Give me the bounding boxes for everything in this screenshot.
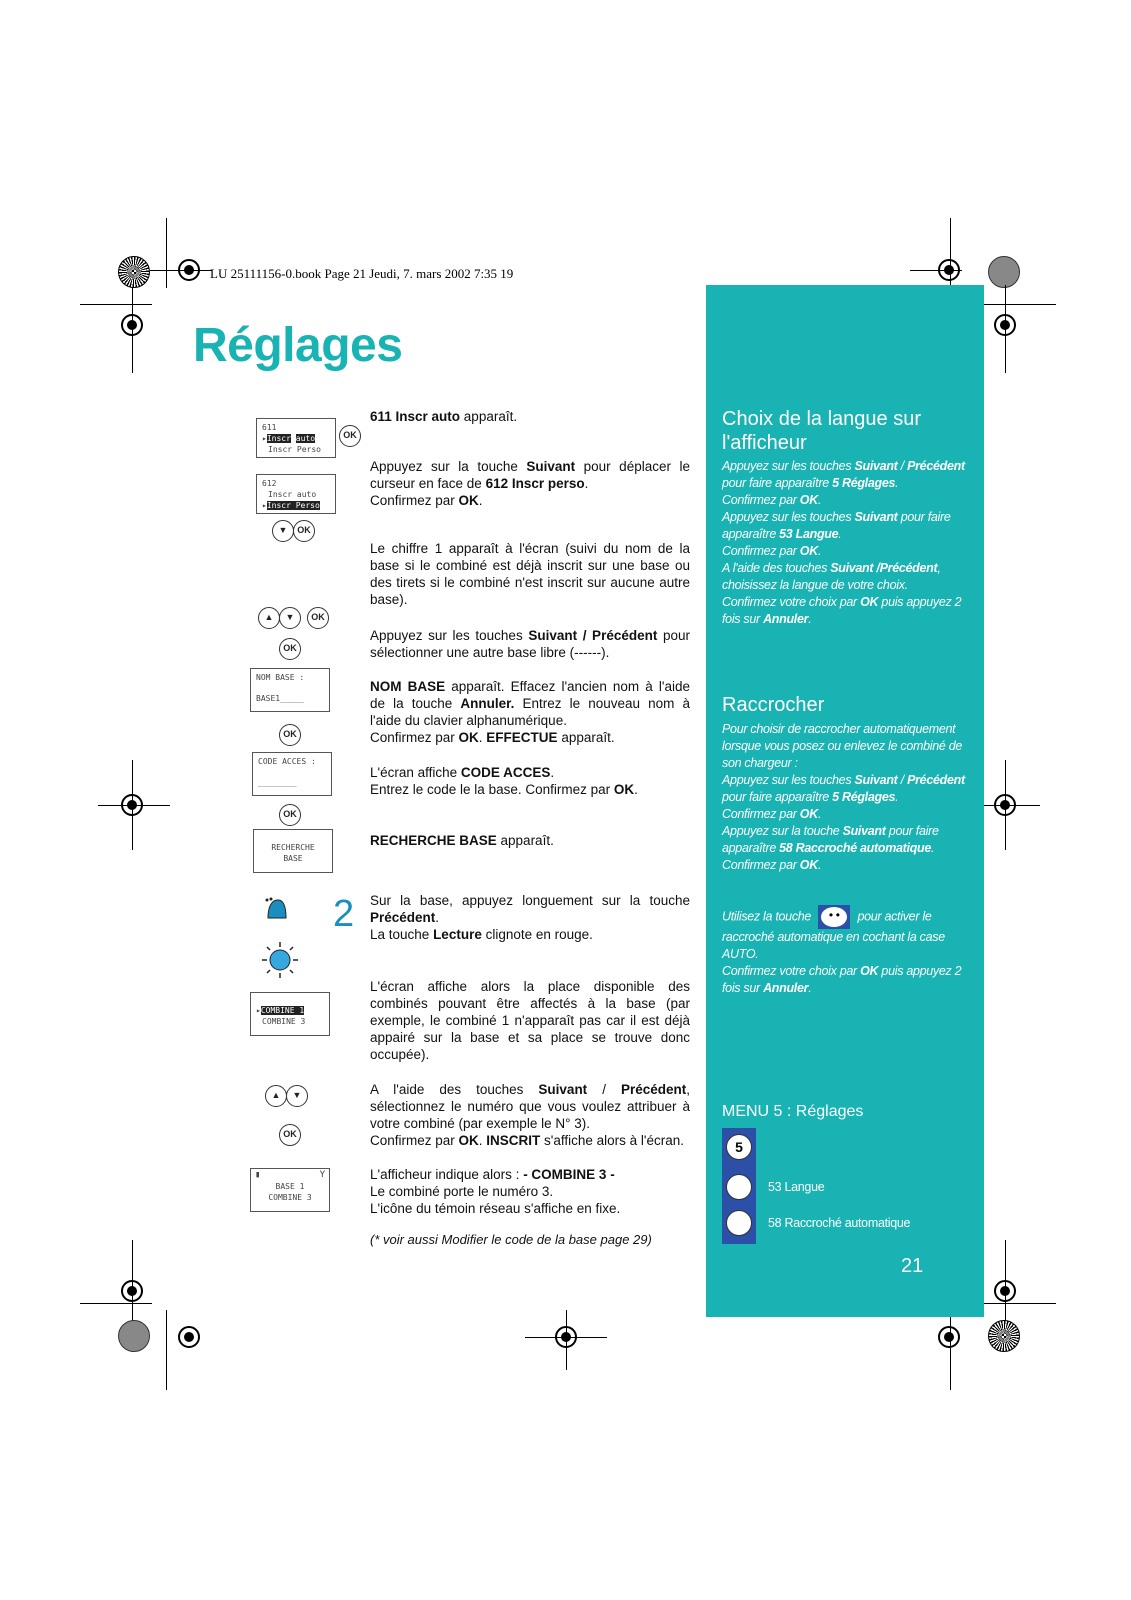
text: La touche	[370, 927, 434, 942]
text: Confirmez par	[722, 493, 800, 507]
text: L'afficheur indique alors :	[370, 1167, 524, 1182]
text: .	[817, 493, 822, 507]
crop-mark	[80, 304, 152, 305]
bold-text: OK	[799, 807, 818, 821]
menu-tree-bar	[722, 1128, 756, 1244]
bold-text: OK	[860, 964, 879, 978]
lcd-line: BASE 1	[275, 1182, 305, 1191]
lcd-line: BASE1_____	[256, 694, 305, 703]
crop-mark	[80, 1303, 152, 1304]
text: L'icône du témoin réseau s'affiche en fixe.	[370, 1201, 621, 1216]
grey-mark-icon	[118, 1320, 150, 1352]
bold-text: 611 Inscr auto	[370, 409, 461, 424]
text: .	[808, 612, 812, 626]
page-number: 21	[901, 1255, 924, 1277]
ok-key-icon: OK	[307, 607, 329, 629]
bold-text: Suivant	[854, 459, 898, 473]
bold-text: Annuler	[763, 981, 809, 995]
registration-mark-icon	[994, 1280, 1016, 1302]
bold-text: Précédent	[907, 773, 965, 787]
bold-text: NOM BASE	[370, 679, 446, 694]
step-number: 2	[333, 893, 355, 935]
step-text	[370, 408, 690, 425]
menu-node-icon	[726, 1174, 752, 1200]
text: Appuyez sur les touches	[370, 628, 529, 643]
text: , sélectionnez le numéro que vous voulez attribuer à votre combiné (par exemple le N° 3).	[370, 1082, 690, 1131]
text: pour déplacer le curseur en face de	[370, 459, 690, 491]
sidebar-heading-raccrocher: Raccrocher	[722, 694, 825, 716]
text: Confirmez par	[370, 493, 459, 508]
ok-key-icon: OK	[293, 520, 315, 542]
text: pour sélectionner une autre base libre (------).	[370, 628, 690, 660]
registration-mark-icon	[555, 1326, 577, 1348]
bold-text: Suivant	[842, 824, 886, 838]
bold-text: OK	[458, 730, 479, 745]
menu-number: 5	[726, 1134, 752, 1160]
text: Confirmez votre choix par	[722, 964, 861, 978]
registration-mark-icon	[178, 259, 200, 281]
step-text	[370, 627, 690, 661]
lcd-line: ________	[258, 778, 297, 787]
text: .	[550, 765, 555, 780]
bold-text: 58 Raccroché automatique	[779, 841, 932, 855]
registration-mark-icon	[994, 794, 1016, 816]
text: pour faire apparaître	[722, 510, 951, 541]
up-key-icon: ▲	[265, 1085, 287, 1107]
lcd-line: ▸Inscr Perso	[262, 501, 320, 510]
ok-key-icon: OK	[279, 804, 301, 826]
bold-text: 5 Réglages	[832, 790, 896, 804]
text: Appuyez sur les touches	[722, 459, 855, 473]
battery-icon: ▮	[255, 1170, 261, 1180]
lcd-line: Inscr Perso	[268, 445, 321, 454]
crop-mark	[166, 218, 167, 288]
lcd-line: ▸COMBINE 1	[256, 1006, 305, 1015]
text: Appuyez sur les touches	[722, 773, 855, 787]
lcd-line: 611	[262, 423, 277, 432]
softkey-icon: • •	[818, 905, 850, 929]
lcd-screen-nom-base	[250, 668, 330, 712]
lcd-screen-combine	[250, 992, 330, 1036]
text: Utilisez la touche	[722, 909, 812, 924]
text: .	[838, 527, 842, 541]
text: pour faire apparaître	[722, 824, 939, 855]
text: .	[634, 782, 638, 797]
ok-key-icon: OK	[279, 1124, 301, 1146]
up-key-icon: ▲	[258, 607, 280, 629]
registration-mark-icon	[121, 1280, 143, 1302]
down-key-icon: ▼	[286, 1085, 308, 1107]
step-text	[370, 892, 690, 943]
step-text	[370, 1166, 690, 1217]
text: .	[808, 981, 812, 995]
bold-text: Précédent	[370, 910, 436, 925]
down-key-icon: ▼	[279, 607, 301, 629]
text: .	[895, 476, 899, 490]
bold-text: 5 Réglages	[832, 476, 896, 490]
text: .	[478, 730, 487, 745]
lcd-highlight: auto	[295, 434, 316, 443]
base-precedent-key-icon	[262, 896, 290, 922]
bold-text: OK	[799, 544, 818, 558]
step-text: L'écran affiche alors la place disponible des combinés pouvant être affectés à la base (par exemple, le combiné 1 n'apparaît pas car il est déjà appairé sur la base et sa place se trouve donc occupée).	[370, 979, 690, 1062]
crop-mark	[166, 1310, 167, 1390]
lcd-screen-611	[256, 418, 336, 458]
sidebar-heading-langue	[722, 407, 921, 455]
crop-mark	[984, 304, 1056, 305]
text: .	[817, 858, 822, 872]
ok-key-icon: OK	[279, 638, 301, 660]
text: .	[478, 1133, 487, 1148]
bold-text: 53 Langue	[779, 527, 839, 541]
text: , choisissez la langue de votre choix.	[722, 561, 941, 592]
text: .	[931, 841, 935, 855]
sunburst-mark-icon	[118, 256, 150, 288]
bold-text: OK	[799, 493, 818, 507]
registration-mark-icon	[938, 1326, 960, 1348]
sunburst-mark-icon	[988, 1320, 1020, 1352]
bold-text: Précédent	[907, 459, 965, 473]
lcd-highlight: Inscr Perso	[266, 501, 320, 510]
text: Sur la base, appuyez longuement sur la touche	[370, 893, 690, 908]
step-text: Le chiffre 1 apparaît à l'écran (suivi du nom de la base si le combiné est déjà inscrit sur une base ou des tirets si le combiné n'est inscrit sur aucune autre base).	[370, 541, 690, 607]
lcd-line: COMBINE 3	[262, 1017, 306, 1026]
text: Appuyez sur les touches	[722, 510, 855, 524]
step-text	[370, 678, 690, 746]
lcd-screen-recherche	[253, 829, 333, 873]
menu-item-raccroche: 58 Raccroché automatique	[768, 1216, 911, 1230]
text: Confirmez par	[370, 1133, 459, 1148]
lcd-screen-code-acces	[252, 752, 332, 796]
bold-text: OK	[613, 782, 635, 797]
sidebar-panel	[706, 285, 984, 1317]
bold-text: Suivant / Précédent	[528, 628, 658, 643]
heading-line: Choix de la langue sur	[722, 408, 922, 430]
text: clignote en rouge.	[481, 927, 593, 942]
lecture-key-blinking-icon	[260, 940, 300, 980]
text: A l'aide des touches	[722, 561, 831, 575]
registration-mark-icon	[121, 794, 143, 816]
bold-text: Suivant /Précédent	[830, 561, 938, 575]
bold-text: Annuler.	[460, 696, 515, 711]
menu-item-langue: 53 Langue	[768, 1180, 825, 1194]
text: Confirmez votre choix par	[722, 595, 861, 609]
bold-text: Annuler	[763, 612, 809, 626]
text: A l'aide des touches	[370, 1082, 539, 1097]
lcd-line: Inscr auto	[268, 490, 317, 499]
text: apparaît.	[496, 833, 554, 848]
text: /	[897, 459, 908, 473]
text: pour faire apparaître	[722, 790, 833, 804]
sidebar-text-langue	[722, 458, 977, 628]
lcd-line: RECHERCHE	[271, 843, 315, 852]
text: Le combiné porte le numéro 3.	[370, 1184, 554, 1199]
text: Appuyez sur la touche	[370, 459, 527, 474]
bold-text: RECHERCHE BASE	[370, 833, 497, 848]
text: pour activer le raccroché automatique en cochant la case AUTO.	[722, 909, 945, 961]
lcd-line: CODE ACCES :	[258, 757, 316, 766]
text: Confirmez par	[370, 730, 459, 745]
text: puis appuyez 2 fois sur	[722, 964, 962, 995]
lcd-screen-612	[256, 474, 336, 514]
footnote: (* voir aussi Modifier le code de la base page 29)	[370, 1232, 652, 1247]
text: Confirmez par	[722, 858, 800, 872]
bold-text: OK	[799, 858, 818, 872]
text: Confirmez par	[722, 807, 800, 821]
text: .	[435, 910, 440, 925]
text: pour faire apparaître	[722, 476, 833, 490]
bold-text: OK	[458, 1133, 479, 1148]
bold-text: EFFECTUE	[486, 730, 558, 745]
bold-text: Précédent	[620, 1082, 687, 1097]
registration-mark-icon	[121, 314, 143, 336]
step-text	[370, 832, 690, 849]
lcd-highlight: COMBINE 1	[260, 1006, 305, 1015]
bold-text: OK	[458, 493, 479, 508]
text: .	[817, 544, 822, 558]
text: puis appuyez 2 fois sur	[722, 595, 962, 626]
text: Appuyez sur la touche	[722, 824, 843, 838]
step-text	[370, 1081, 690, 1149]
menu-node-icon	[726, 1210, 752, 1236]
bold-text: OK	[860, 595, 879, 609]
bold-text: INSCRIT	[486, 1133, 541, 1148]
crop-mark	[950, 1310, 951, 1390]
text: .	[895, 790, 899, 804]
registration-mark-icon	[938, 259, 960, 281]
sidebar-text-raccrocher	[722, 721, 977, 874]
heading-line: l'afficheur	[722, 432, 807, 454]
lcd-line: COMBINE 3	[268, 1193, 312, 1202]
menu-title: MENU 5 : Réglages	[722, 1103, 864, 1120]
network-icon: Y	[319, 1170, 325, 1180]
text: Pour choisir de raccrocher automatiquement lorsque vous posez ou enlevez le combiné de son chargeur :	[722, 722, 963, 770]
bold-text: CODE ACCES	[460, 765, 551, 780]
ok-key-icon: OK	[339, 425, 361, 447]
text: Confirmez par	[722, 544, 800, 558]
text: Entrez le code le la base. Confirmez par	[370, 782, 614, 797]
registration-mark-icon	[994, 314, 1016, 336]
lcd-line: ▸Inscr auto	[262, 434, 316, 443]
text: Entrez le nouveau nom à l'aide du clavier alphanumérique.	[370, 696, 690, 728]
bold-text: - COMBINE 3 -	[523, 1167, 615, 1182]
text: apparaît. Effacez l'ancien nom à l'aide de la touche	[370, 679, 690, 711]
step-text	[370, 458, 690, 509]
grey-mark-icon	[988, 256, 1020, 288]
step-text	[370, 764, 690, 798]
crop-mark	[984, 1303, 1056, 1304]
page-title: Réglages	[193, 319, 403, 372]
bold-text: Suivant	[854, 773, 898, 787]
text: apparaît.	[460, 409, 518, 424]
lcd-line: NOM BASE :	[256, 673, 305, 682]
registration-mark-icon	[178, 1326, 200, 1348]
lcd-line: 612	[262, 479, 277, 488]
ok-key-icon: OK	[279, 724, 301, 746]
text: L'écran affiche	[370, 765, 461, 780]
text: .	[817, 807, 822, 821]
down-key-icon: ▼	[272, 520, 294, 542]
text: /	[587, 1082, 621, 1097]
lcd-screen-base-combine	[250, 1168, 330, 1212]
text: /	[897, 773, 908, 787]
lcd-highlight: Inscr	[266, 434, 291, 443]
text: .	[584, 476, 589, 491]
text: apparaît.	[557, 730, 615, 745]
text: .	[478, 493, 483, 508]
text: s'affiche alors à l'écran.	[540, 1133, 685, 1148]
sidebar-text-touche	[722, 905, 977, 997]
bold-text: Suivant	[526, 459, 576, 474]
bold-text: Suivant	[538, 1082, 588, 1097]
bold-text: 612 Inscr perso	[485, 476, 585, 491]
lcd-line: BASE	[283, 854, 303, 863]
print-header-line: LU 25111156-0.book Page 21 Jeudi, 7. mars 2002 7:35 19	[210, 266, 514, 281]
bold-text: Lecture	[433, 927, 482, 942]
bold-text: Suivant	[854, 510, 898, 524]
